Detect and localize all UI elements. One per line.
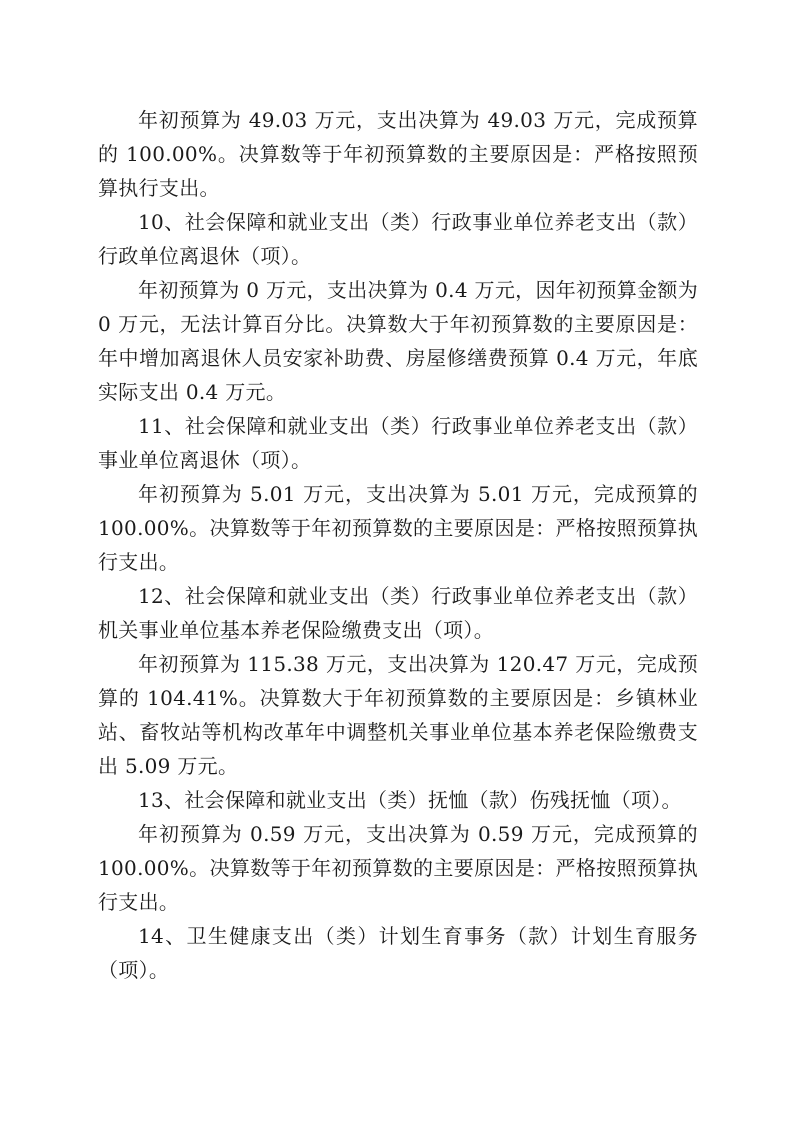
heading-item-11: 11、社会保障和就业支出（类）行政事业单位养老支出（款）事业单位离退休（项）。 [98,414,698,472]
paragraph-budget-0-59: 年初预算为 0.59 万元，支出决算为 0.59 万元，完成预算的 100.00%。决算数等于年初预算数的主要原因是：严格按照预算执行支出。 [98,822,698,914]
paragraph-budget-5-01: 年初预算为 5.01 万元，支出决算为 5.01 万元，完成预算的 100.00%。决算数等于年初预算数的主要原因是：严格按照预算执行支出。 [98,482,698,574]
paragraph-budget-0-4: 年初预算为 0 万元，支出决算为 0.4 万元，因年初预算金额为 0 万元，无法计算百分比。决算数大于年初预算数的主要原因是：年中增加离退休人员安家补助费、房屋修缮费预算 0.4 万元，年底实际支出 0.4 万元。 [98,278,698,404]
heading-item-13: 13、社会保障和就业支出（类）抚恤（款）伤残抚恤（项）。 [138,788,682,812]
heading-item-14: 14、卫生健康支出（类）计划生育事务（款）计划生育服务（项）。 [98,924,698,982]
heading-item-10: 10、社会保障和就业支出（类）行政事业单位养老支出（款）行政单位离退休（项）。 [98,210,698,268]
heading-item-12: 12、社会保障和就业支出（类）行政事业单位养老支出（款）机关事业单位基本养老保险缴费支出（项）。 [98,584,698,642]
document-page [98,103,698,987]
paragraph-budget-49-03: 年初预算为 49.03 万元，支出决算为 49.03 万元，完成预算的 100.00%。决算数等于年初预算数的主要原因是：严格按照预算执行支出。 [98,108,698,200]
paragraph-budget-115-38: 年初预算为 115.38 万元，支出决算为 120.47 万元，完成预算的 104.41%。决算数大于年初预算数的主要原因是：乡镇林业站、畜牧站等机构改革年中调整机关事业单位基本养老保险缴费支出 5.09 万元。 [98,652,698,778]
